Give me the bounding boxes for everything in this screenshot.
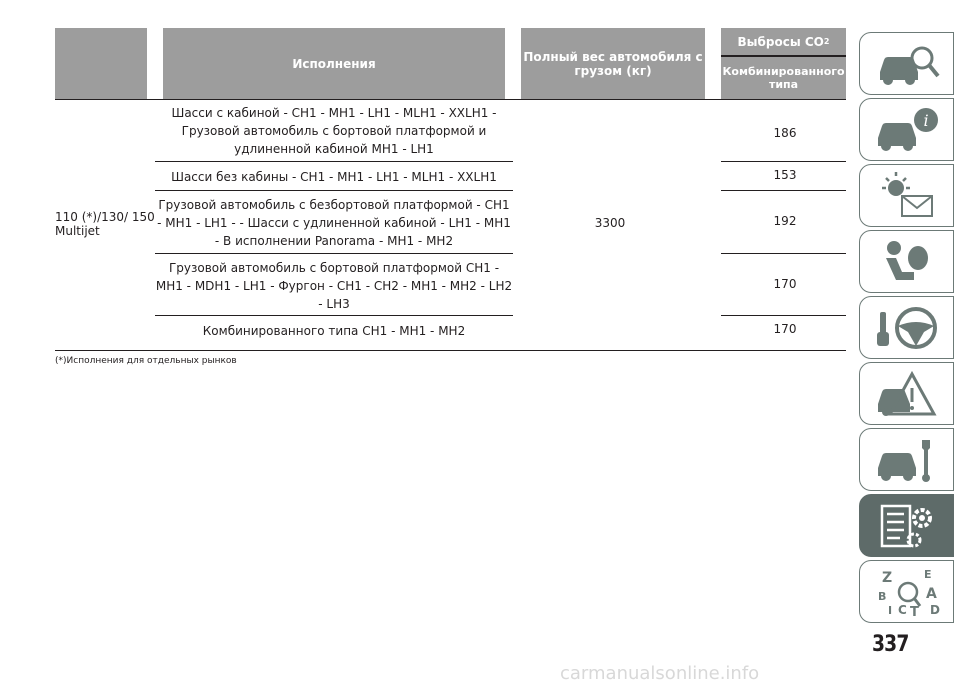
tab-alphabetical-index[interactable]: [859, 560, 954, 623]
table-row-variant: Грузовой автомобиль с бортовой платформой CH1 - MH1 - MDH1 - LH1 - Фургон - CH1 - CH2 - MH1 - MH2 - LH2 - LH3: [155, 261, 513, 311]
table-row-co2: 186: [773, 126, 797, 140]
header-co2-emissions: [721, 28, 846, 55]
svg-text:D: D: [929, 602, 940, 617]
weight-value: 3300: [594, 216, 626, 230]
row-separator: [155, 161, 513, 162]
watermark: carmanualsonline.info: [560, 663, 760, 684]
svg-text:i: i: [922, 110, 929, 130]
header-co2-text: Выбросы CO: [737, 34, 824, 49]
tab-car-search[interactable]: [859, 32, 954, 95]
tab-steering-wheel[interactable]: [859, 296, 954, 359]
car-accident-icon: [872, 368, 942, 420]
svg-text:B: B: [877, 589, 886, 603]
alphabetical-index-icon: [872, 566, 942, 618]
specifications-icon: [872, 500, 942, 552]
row-separator-co2: [721, 161, 846, 162]
car-maintenance-icon: [872, 434, 942, 486]
header-total-weight: Полный вес автомобиля с грузом (кг): [521, 28, 705, 99]
steering-wheel-icon: [872, 302, 942, 354]
table-row-variant: Шасси с кабиной - CH1 - MH1 - LH1 - MLH1 - XXLH1 - Грузовой автомобиль с бортовой платформой и удлиненной кабиной MH1 - LH1: [171, 106, 497, 156]
row-separator: [155, 253, 513, 254]
airbag-passenger-icon: [872, 236, 942, 288]
tab-airbag-passenger[interactable]: [859, 230, 954, 293]
row-separator: [155, 190, 513, 191]
table-row-co2: 170: [773, 322, 797, 336]
car-search-icon: [872, 38, 942, 90]
header-variants: Исполнения: [163, 28, 505, 99]
row-separator-co2: [721, 315, 846, 316]
table-top-rule: [55, 99, 846, 100]
tab-specifications[interactable]: [859, 494, 954, 557]
table-row-co2: 192: [773, 214, 797, 228]
warning-lights-icon: [872, 170, 942, 222]
page-number: 337: [872, 632, 909, 657]
row-separator-co2: [721, 190, 846, 191]
svg-text:E: E: [923, 567, 932, 581]
footnote: (*)Исполнения для отдельных рынков: [55, 356, 237, 366]
table-row-variant: Комбинированного типа CH1 - MH1 - MH2: [202, 324, 466, 338]
table-row-variant: Грузовой автомобиль с безбортовой платформой - CH1 - MH1 - LH1 - - Шасси с удлиненной кабиной - LH1 - MH1 - В исполнении Panorama - MH1 - MH2: [157, 198, 511, 248]
tab-car-maintenance[interactable]: [859, 428, 954, 491]
car-info-icon: [872, 104, 942, 156]
header-co2-mixed: Комбинированного типа: [721, 57, 846, 99]
table-row-co2: 170: [773, 277, 797, 291]
table-bottom-rule: [55, 350, 846, 351]
row-separator: [155, 315, 513, 316]
tab-car-info[interactable]: [859, 98, 954, 161]
table-row-co2: 153: [773, 168, 797, 182]
tab-warning-lights[interactable]: [859, 164, 954, 227]
svg-text:T: T: [909, 604, 919, 618]
engine-model: 110 (*)/130/ 150 Multijet: [55, 210, 155, 238]
svg-text:Z: Z: [881, 569, 892, 586]
header-blank-cell: [55, 28, 147, 99]
table-row-variant: Шасси без кабины - CH1 - MH1 - LH1 - MLH1 - XXLH1: [171, 170, 497, 184]
svg-text:A: A: [925, 585, 937, 602]
svg-text:C: C: [897, 602, 907, 617]
row-separator-co2: [721, 253, 846, 254]
svg-text:I: I: [887, 603, 892, 617]
header-co2-subscript: 2: [823, 37, 830, 46]
tab-car-accident[interactable]: [859, 362, 954, 425]
